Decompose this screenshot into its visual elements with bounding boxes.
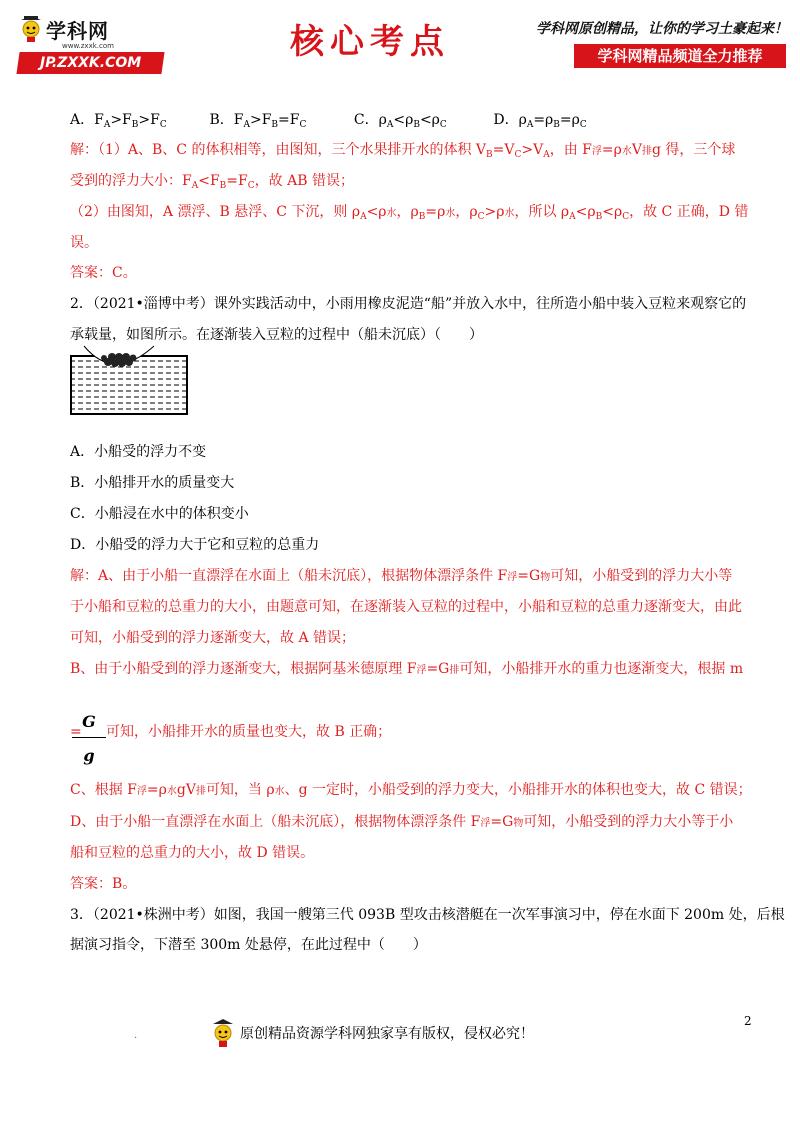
q1-option-b: B．$F_A>F_B=F_C$ (209, 112, 307, 130)
q1-solution-line1: 解：（1）A、B、C 的体积相等，由图知，三个水果排开水的体积 $V_B=V_C>V_A$，由 F浮=ρ水V排g 得，三个球 (70, 142, 736, 160)
q2-stem-line1: 2．（2021•淄博中考）课外实践活动中，小雨用橡皮泥造“船”并放入水中，往所造小船中装入豆粒来观察它的 (70, 296, 747, 312)
q2-solution-c-line1: C、根据 F浮=ρ水gV排可知，当 ρ水、g 一定时，小船受到的浮力变大，小船排开水的体积也变大，故 C 错误； (70, 782, 752, 798)
q2-solution-d-line2: 船和豆粒的总重力的大小，故 D 错误。 (70, 845, 315, 861)
logo-banner: JP.ZXXK.COM (16, 52, 164, 74)
header-slogan: 学科网原创精品，让你的学习土豪起来！ (536, 21, 788, 37)
q1-solution-line4: 误。 (70, 235, 98, 251)
q1-option-c: C．$\rho_A<\rho_B<\rho_C$ (353, 112, 447, 130)
q1-option-a: A．$F_A>F_B>F_C$ (70, 112, 167, 130)
q2-option-c: C．小船浸在水中的体积变小 (70, 506, 249, 522)
q2-solution-b-line2: 可知，小船排开水的质量也变大，故 B 正确； (106, 724, 392, 740)
q2-solution-a-line2: 于小船和豆粒的总重力的大小，由题意可知，在逐渐装入豆粒的过程中，小船和豆粒的总重力逐渐变大，由此 (70, 599, 742, 615)
page-number: 2 (744, 1014, 752, 1028)
q2-solution-a-line1: 解：A、由于小船一直漂浮在水面上（船未沉底），根据物体漂浮条件 F浮=G物可知，小船受到的浮力大小等 (70, 568, 733, 584)
fraction-numerator: G (82, 712, 96, 731)
q1-solution-line3: （2）由图知，A 漂浮、B 悬浮、C 下沉，则 $\rho_A<\rho$水，$\rho_B=\rho$水，$\rho_C>\rho$水，所以 $\rho_A<\rho_B<\rho_C$，故 C 正确，D 错 (70, 204, 749, 222)
footer-dot: . (134, 1030, 138, 1041)
q1-options (70, 110, 587, 135)
fraction-denominator: g (83, 746, 95, 765)
q1-option-d: D．$\rho_A=\rho_B=\rho_C$ (493, 112, 587, 130)
brand-logo (18, 14, 168, 76)
q2-equals-sign: = (70, 724, 82, 740)
q3-stem-line1: 3．（2021•株洲中考）如图，我国一艘第三代 093B 型攻击核潜艇在一次军事演习中，停在水面下 200m 处，后根 (70, 907, 785, 923)
header-tag: 学科网精品频道全力推荐 (574, 44, 786, 68)
q2-solution-b-line1: B、由于小船受到的浮力逐渐变大，根据阿基米德原理 F浮=G排可知，小船排开水的重力也逐渐变大，根据 m (70, 661, 744, 677)
q2-answer: 答案：B。 (70, 876, 137, 892)
logo-name: 学科网 (46, 18, 109, 43)
mascot-icon (18, 15, 44, 43)
logo-url: www.zxxk.com (62, 42, 114, 50)
q2-option-d: D．小船受的浮力大于它和豆粒的总重力 (70, 537, 320, 553)
q1-solution-line2: 受到的浮力大小：$F_A<F_B=F_C$，故 AB 错误； (70, 173, 354, 191)
q2-stem-line2: 承载量，如图所示。在逐渐装入豆粒的过程中（船未沉底）（ ） (70, 327, 483, 343)
footer-copyright-text: 原创精品资源学科网独家享有版权，侵权必究！ (240, 1026, 534, 1042)
q2-option-a: A．小船受的浮力不变 (70, 444, 207, 460)
q3-stem-line2: 据演习指令，下潜至 300m 处悬停，在此过程中（ ） (70, 937, 427, 953)
footer-copyright (210, 1018, 534, 1048)
q2-solution-a-line3: 可知，小船受到的浮力逐渐变大，故 A 错误； (70, 630, 356, 646)
page-header-title: 核心考点 (290, 22, 450, 62)
boat-figure (70, 340, 188, 416)
q1-answer: 答案：C。 (70, 265, 137, 281)
mascot-icon (210, 1018, 236, 1048)
q2-solution-d-line1: D、由于小船一直漂浮在水面上（船未沉底），根据物体漂浮条件 F浮=G物可知，小船受到的浮力大小等于小 (70, 814, 734, 830)
q2-option-b: B．小船排开水的质量变大 (70, 475, 235, 491)
